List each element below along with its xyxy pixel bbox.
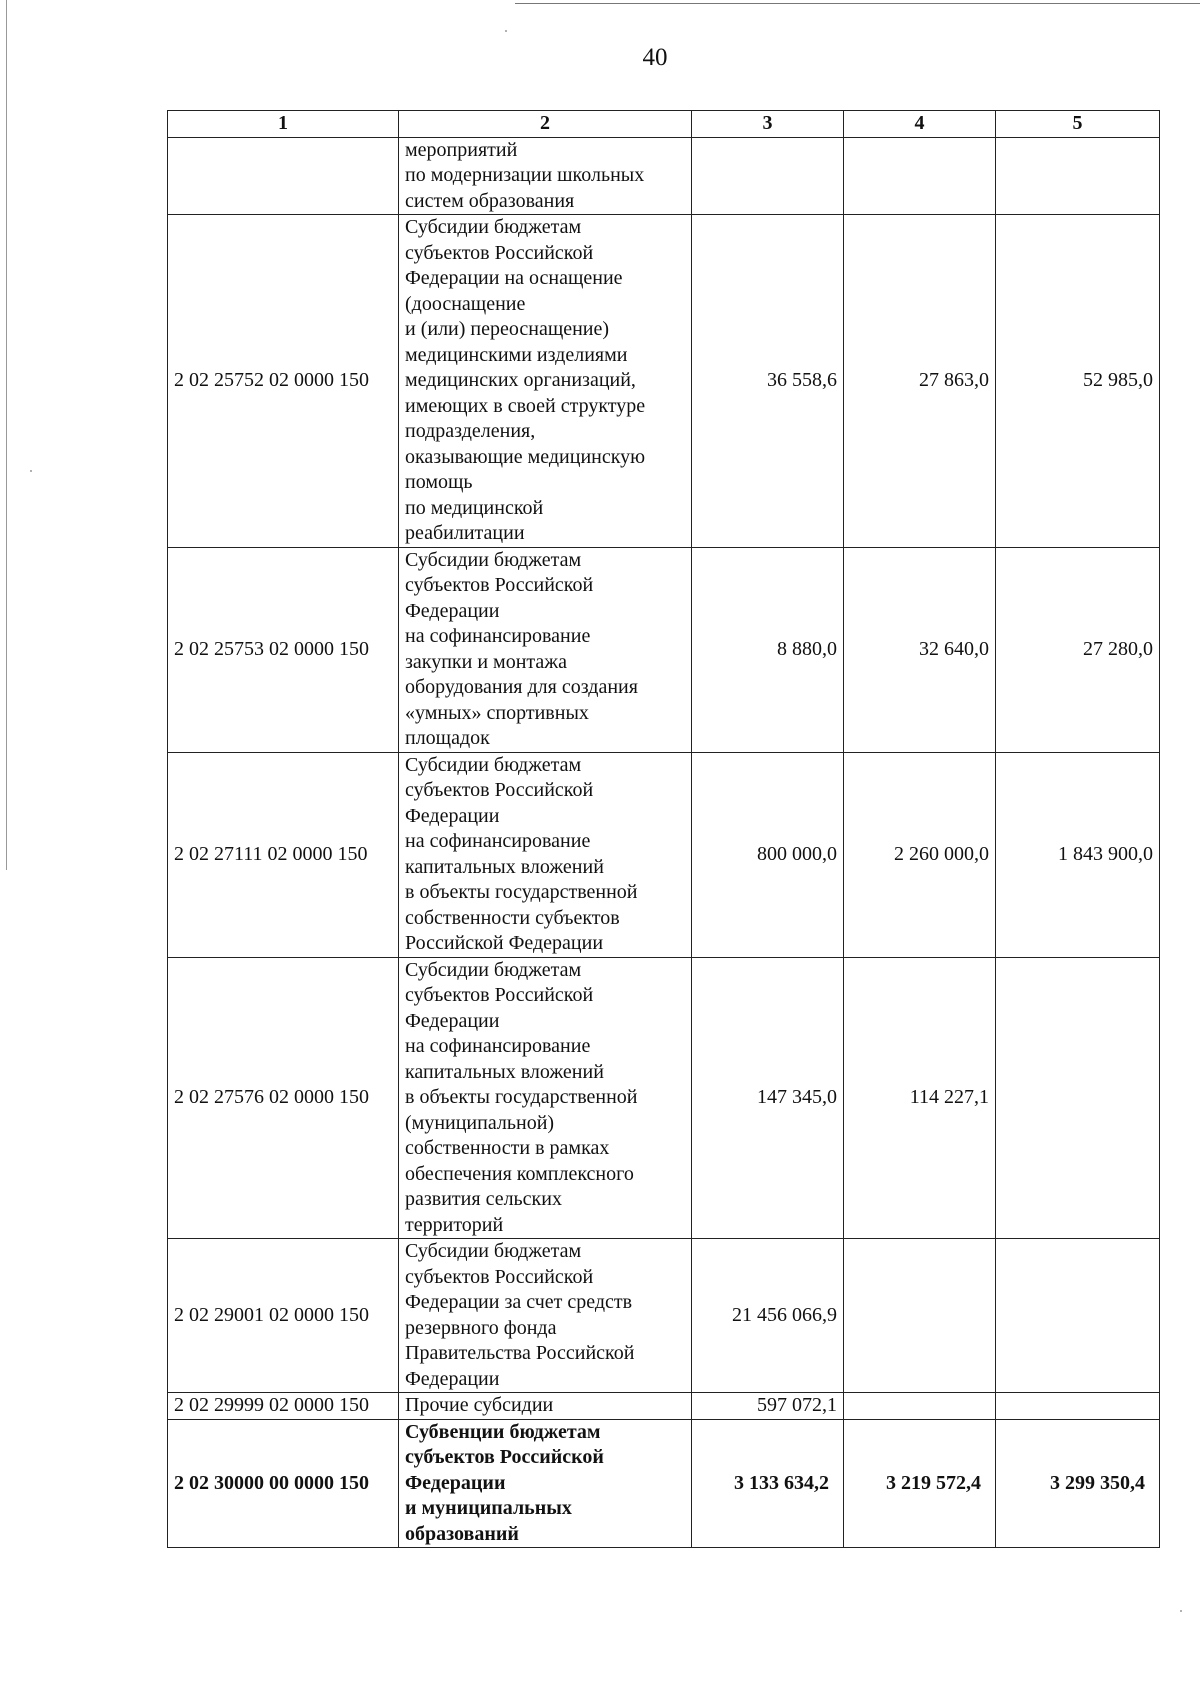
revenue-name-line: Прочие субсидии	[405, 1394, 554, 1416]
revenue-name-line: площадок	[405, 727, 490, 749]
revenue-name-line: субъектов Российской	[405, 1446, 604, 1468]
amount-col5-cell	[996, 1239, 1160, 1393]
revenue-name-line: Федерации	[405, 599, 500, 622]
revenue-name-line: Федерации	[405, 804, 500, 827]
amount-col3-cell: 597 072,1	[692, 1393, 844, 1420]
revenue-name-line: Федерации за счет средств	[405, 1291, 633, 1313]
amount-col5-cell: 1 843 900,0	[996, 752, 1160, 957]
revenue-name-line: по модернизации школьных	[405, 164, 645, 186]
revenue-name-line: (дооснащение	[405, 292, 526, 315]
revenue-name-line: медицинскими изделиями	[405, 343, 628, 366]
amount-col4-cell	[844, 137, 996, 215]
revenue-code-cell: 2 02 29001 02 0000 150	[168, 1239, 399, 1393]
revenue-name-line: образований	[405, 1522, 519, 1545]
revenue-name-line: оказывающие медицинскую	[405, 445, 646, 468]
table-row	[168, 547, 1160, 752]
revenue-name-line: Субсидии бюджетам	[405, 753, 582, 776]
scan-edge-left	[6, 0, 7, 870]
revenue-name-cell	[399, 1419, 692, 1548]
revenue-name-line: мероприятий	[405, 138, 518, 161]
amount-col3-cell: 800 000,0	[692, 752, 844, 957]
revenue-name-line: закупки и монтажа	[405, 650, 567, 673]
revenue-name-line: собственности субъектов	[405, 906, 620, 929]
table-row	[168, 957, 1160, 1239]
scan-speck	[505, 30, 507, 32]
revenue-name-line: оборудования для создания	[405, 676, 638, 698]
revenue-name-line: в объекты государственной	[405, 1086, 638, 1108]
revenue-name-line: субъектов Российской	[405, 1265, 594, 1288]
revenue-name-line: и муниципальных	[405, 1497, 572, 1519]
revenue-name-line: подразделения,	[405, 420, 536, 442]
revenue-name-line: на софинансирование	[405, 1035, 591, 1057]
revenue-name-line: Федерации	[405, 1367, 500, 1390]
revenue-name-line: и (или) переоснащение)	[405, 318, 610, 340]
revenue-name-cell	[399, 137, 692, 215]
revenue-name-line: Федерации	[405, 1009, 500, 1032]
revenue-code-cell: 2 02 30000 00 0000 150	[168, 1419, 399, 1548]
amount-col3-cell	[692, 137, 844, 215]
header-row	[168, 111, 1160, 138]
revenue-name-line: медицинских организаций,	[405, 369, 636, 391]
revenue-name-line: систем образования	[405, 189, 575, 212]
table-row	[168, 1393, 1160, 1420]
header-col-4: 4	[844, 111, 996, 138]
revenue-code-cell: 2 02 27576 02 0000 150	[168, 957, 399, 1239]
scan-edge-top	[515, 3, 1200, 4]
revenue-name-line: Субсидии бюджетам	[405, 548, 582, 571]
amount-col4-cell: 114 227,1	[844, 957, 996, 1239]
amount-col4-cell: 2 260 000,0	[844, 752, 996, 957]
revenue-name-line: Субсидии бюджетам	[405, 1240, 582, 1262]
revenue-name-line: реабилитации	[405, 522, 525, 544]
budget-revenue-table	[167, 110, 1160, 1548]
revenue-name-line: в объекты государственной	[405, 881, 638, 903]
amount-col5-cell	[996, 957, 1160, 1239]
revenue-name-cell	[399, 957, 692, 1239]
amount-col5-cell: 3 299 350,4	[996, 1419, 1160, 1548]
revenue-name-line: по медицинской	[405, 496, 544, 519]
revenue-name-line: развития сельских	[405, 1188, 562, 1210]
amount-col5-cell	[996, 1393, 1160, 1420]
amount-col5-cell: 52 985,0	[996, 215, 1160, 548]
revenue-name-line: имеющих в своей структуре	[405, 394, 646, 417]
revenue-name-line: Федерации на оснащение	[405, 267, 623, 289]
header-col-3: 3	[692, 111, 844, 138]
revenue-name-line: субъектов Российской	[405, 574, 594, 596]
amount-col4-cell: 27 863,0	[844, 215, 996, 548]
table-row	[168, 752, 1160, 957]
revenue-code-cell: 2 02 29999 02 0000 150	[168, 1393, 399, 1420]
revenue-name-cell	[399, 1393, 692, 1420]
revenue-name-line: субъектов Российской	[405, 241, 594, 264]
revenue-name-line: «умных» спортивных	[405, 701, 589, 724]
revenue-name-line: (муниципальной)	[405, 1111, 555, 1134]
revenue-code-cell	[168, 137, 399, 215]
revenue-name-line: помощь	[405, 471, 473, 493]
amount-col3-cell: 8 880,0	[692, 547, 844, 752]
revenue-name-cell	[399, 1239, 692, 1393]
scan-speck	[30, 470, 32, 472]
revenue-name-cell	[399, 547, 692, 752]
revenue-name-line: капитальных вложений	[405, 855, 604, 878]
page-number: 40	[642, 44, 668, 71]
table-body	[168, 137, 1160, 1548]
amount-col3-cell: 147 345,0	[692, 957, 844, 1239]
revenue-code-cell: 2 02 25752 02 0000 150	[168, 215, 399, 548]
amount-col3-cell: 21 456 066,9	[692, 1239, 844, 1393]
amount-col4-cell: 3 219 572,4	[844, 1419, 996, 1548]
revenue-name-line: субъектов Российской	[405, 984, 594, 1006]
revenue-name-line: субъектов Российской	[405, 779, 594, 801]
revenue-code-cell: 2 02 25753 02 0000 150	[168, 547, 399, 752]
amount-col3-cell: 3 133 634,2	[692, 1419, 844, 1548]
revenue-name-line: Правительства Российской	[405, 1342, 635, 1364]
header-col-2: 2	[399, 111, 692, 138]
amount-col4-cell	[844, 1393, 996, 1420]
amount-col4-cell: 32 640,0	[844, 547, 996, 752]
revenue-name-line: резервного фонда	[405, 1316, 557, 1339]
table-row	[168, 215, 1160, 548]
revenue-name-line: Федерации	[405, 1471, 506, 1494]
revenue-name-line: Субвенции бюджетам	[405, 1420, 601, 1443]
revenue-name-line: территорий	[405, 1213, 504, 1236]
table-row	[168, 137, 1160, 215]
table-row	[168, 1239, 1160, 1393]
amount-col5-cell	[996, 137, 1160, 215]
revenue-name-cell	[399, 215, 692, 548]
revenue-name-line: Субсидии бюджетам	[405, 958, 582, 981]
amount-col5-cell: 27 280,0	[996, 547, 1160, 752]
amount-col3-cell: 36 558,6	[692, 215, 844, 548]
revenue-code-cell: 2 02 27111 02 0000 150	[168, 752, 399, 957]
header-col-5: 5	[996, 111, 1160, 138]
revenue-name-line: на софинансирование	[405, 830, 591, 852]
revenue-name-line: обеспечения комплексного	[405, 1162, 634, 1185]
revenue-name-line: капитальных вложений	[405, 1060, 604, 1083]
amount-col4-cell	[844, 1239, 996, 1393]
revenue-name-line: на софинансирование	[405, 625, 591, 647]
revenue-name-line: Российской Федерации	[405, 932, 604, 954]
header-col-1: 1	[168, 111, 399, 138]
revenue-name-line: Субсидии бюджетам	[405, 216, 582, 238]
scan-speck	[1180, 1610, 1182, 1612]
table-row-total	[168, 1419, 1160, 1548]
revenue-name-cell	[399, 752, 692, 957]
revenue-name-line: собственности в рамках	[405, 1137, 610, 1159]
